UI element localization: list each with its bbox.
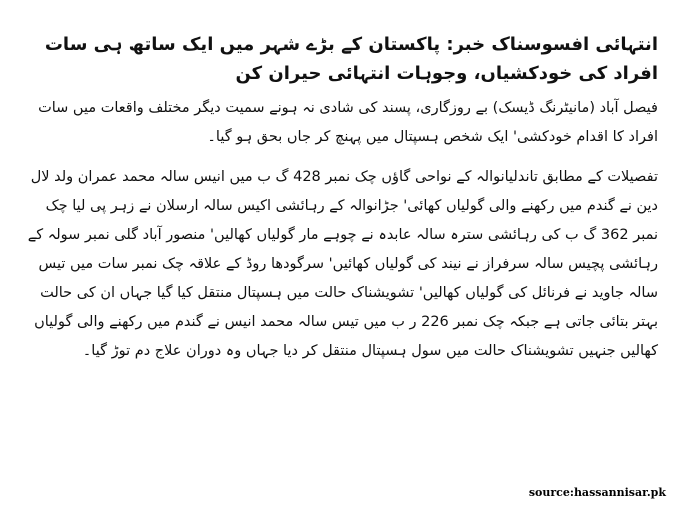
article-lead-paragraph: فیصل آباد (مانیٹرنگ ڈیسک) بے روزگاری، پسند کی شادی نہ ہونے سمیت دیگر مختلف واقعات میں سات افراد کا اقدام خودکشی' ایک شخص ہسپتال میں پہنچ کر جاں بحق ہو گیا۔ (38, 100, 658, 145)
article-headline: انتہائی افسوسناک خبر: پاکستان کے بڑے شہر میں ایک ساتھ ہی سات افراد کی خودکشیاں، وجوہات انتہائی حیران کن (44, 34, 658, 84)
source-credit: source:hassannisar.pk (528, 486, 666, 499)
news-article (10, 0, 668, 366)
article-body-paragraph: تفصیلات کے مطابق تاندلیانوالہ کے نواحی گاؤں چک نمبر 428 گ ب میں انیس سالہ محمد عمران ولد لال دین نے گندم میں رکھنے والی گولیاں کھائی' جڑانوالہ کے رہائشی اکیس سالہ ارسلان نے زہر پی لیا چک نمبر 362 گ ب کی رہائشی سترہ سالہ عابدہ نے چوہے مار گولیاں کھالیں' منصور آباد گلی نمبر سولہ کے رہائشی پچیس سالہ سرفراز نے نیند کی گولیاں کھائیں' سرگودھا روڈ کے علاقہ چک نمبر سات میں تیس سالہ جاوید نے فرنائل کی گولیاں کھالیں' تشویشناک حالت میں ہسپتال منتقل کیا گیا جہاں ان کی حالت بہتر بتائی جاتی ہے جبکہ چک نمبر 226 ر ب میں تیس سالہ محمد انیس نے گندم میں رکھنے والی گولیاں کھالیں جنہیں تشویشناک حالت میں سول ہسپتال منتقل کر دیا جہاں وہ دوران علاج دم توڑ گیا۔ (27, 169, 658, 359)
